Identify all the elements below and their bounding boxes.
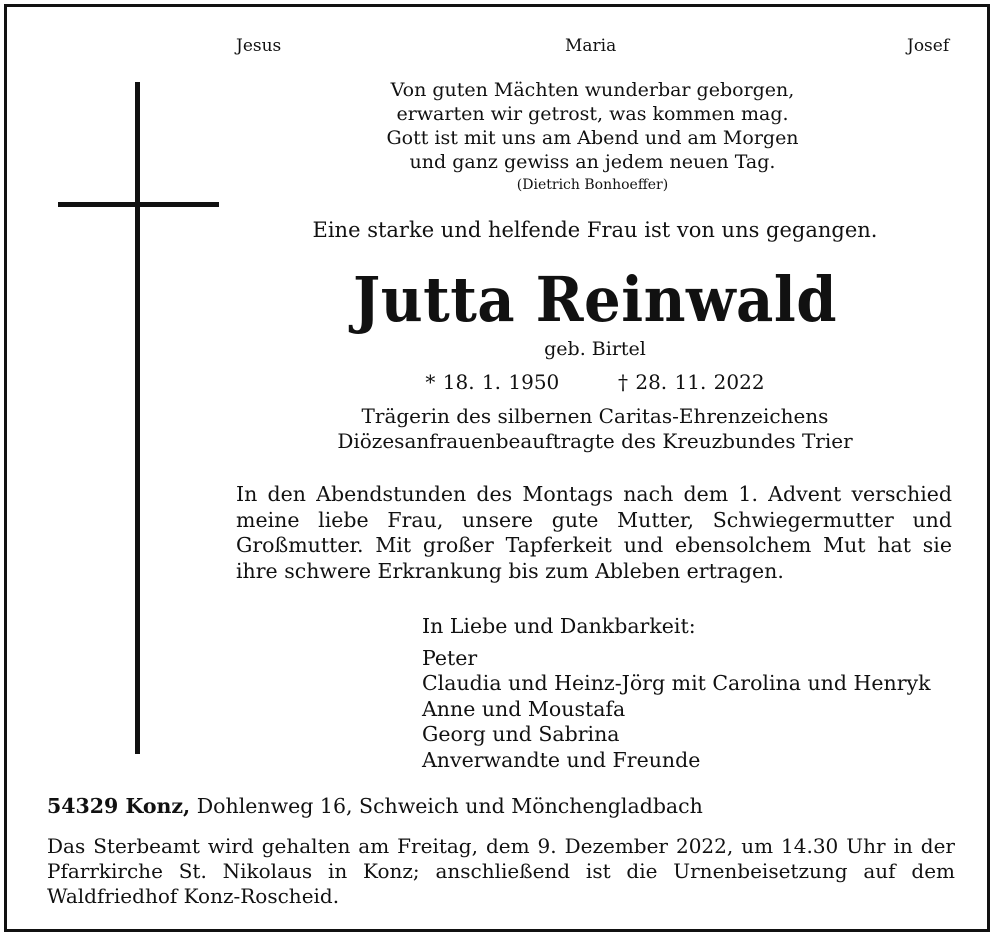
honor-line: Diözesanfrauenbeauftragte des Kreuzbundes Trier <box>337 429 853 453</box>
mourner-name: Anne und Moustafa <box>422 696 626 721</box>
deceased-name: Jutta Reinwald <box>352 263 838 336</box>
birth-date: * 18. 1. 1950 <box>425 370 560 394</box>
poem-line: erwarten wir getrost, was kommen mag. <box>396 103 789 125</box>
poem-line: Gott ist mit uns am Abend und am Morgen <box>386 127 799 149</box>
mourners <box>422 614 931 773</box>
death-date: † 28. 11. 2022 <box>617 370 765 394</box>
mourner-name: Peter <box>422 645 478 670</box>
address <box>47 794 703 818</box>
address-city: 54329 Konz, <box>47 794 191 818</box>
cross-icon <box>135 82 140 754</box>
obituary-text: In den Abendstunden des Montags nach dem 1. Advent verschied meine liebe Frau, unsere gute Mutter, Schwiegermutter und Großmutter. Mit großer Tapferkeit und ebensolchem Mut hat sie ihre schwere Erkrankung bis zum Ableben ertragen. <box>236 482 952 583</box>
poem-author: (Dietrich Bonhoeffer) <box>516 177 669 193</box>
honor-line: Trägerin des silbernen Caritas-Ehrenzeichens <box>361 404 829 428</box>
mourners-lead: In Liebe und Dankbarkeit: <box>422 614 696 638</box>
header-jesus: Jesus <box>236 36 282 56</box>
poem-line: und ganz gewiss an jedem neuen Tag. <box>409 151 776 173</box>
honors <box>250 404 940 454</box>
poem-line: Von guten Mächten wunderbar geborgen, <box>390 79 795 101</box>
mourner-name: Claudia und Heinz-Jörg mit Carolina und Henryk <box>422 671 931 695</box>
poem <box>280 78 905 196</box>
life-dates <box>250 370 940 394</box>
mourner-name: Anverwandte und Freunde <box>422 747 701 772</box>
maiden-name: geb. Birtel <box>544 338 646 360</box>
intro-text: Eine starke und helfende Frau ist von uns gegangen. <box>312 218 878 242</box>
header-josef: Josef <box>907 36 950 56</box>
address-rest: Dohlenweg 16, Schweich und Mönchengladbach <box>196 794 703 818</box>
header-maria: Maria <box>565 36 617 56</box>
mourner-name: Georg und Sabrina <box>422 722 620 746</box>
service-info: Das Sterbeamt wird gehalten am Freitag, dem 9. Dezember 2022, um 14.30 Uhr in der Pfarrkirche St. Nikolaus in Konz; anschließend ist die Urnenbeisetzung auf dem Waldfriedhof Konz-Roscheid. <box>47 834 955 908</box>
cross-bar <box>58 202 219 207</box>
